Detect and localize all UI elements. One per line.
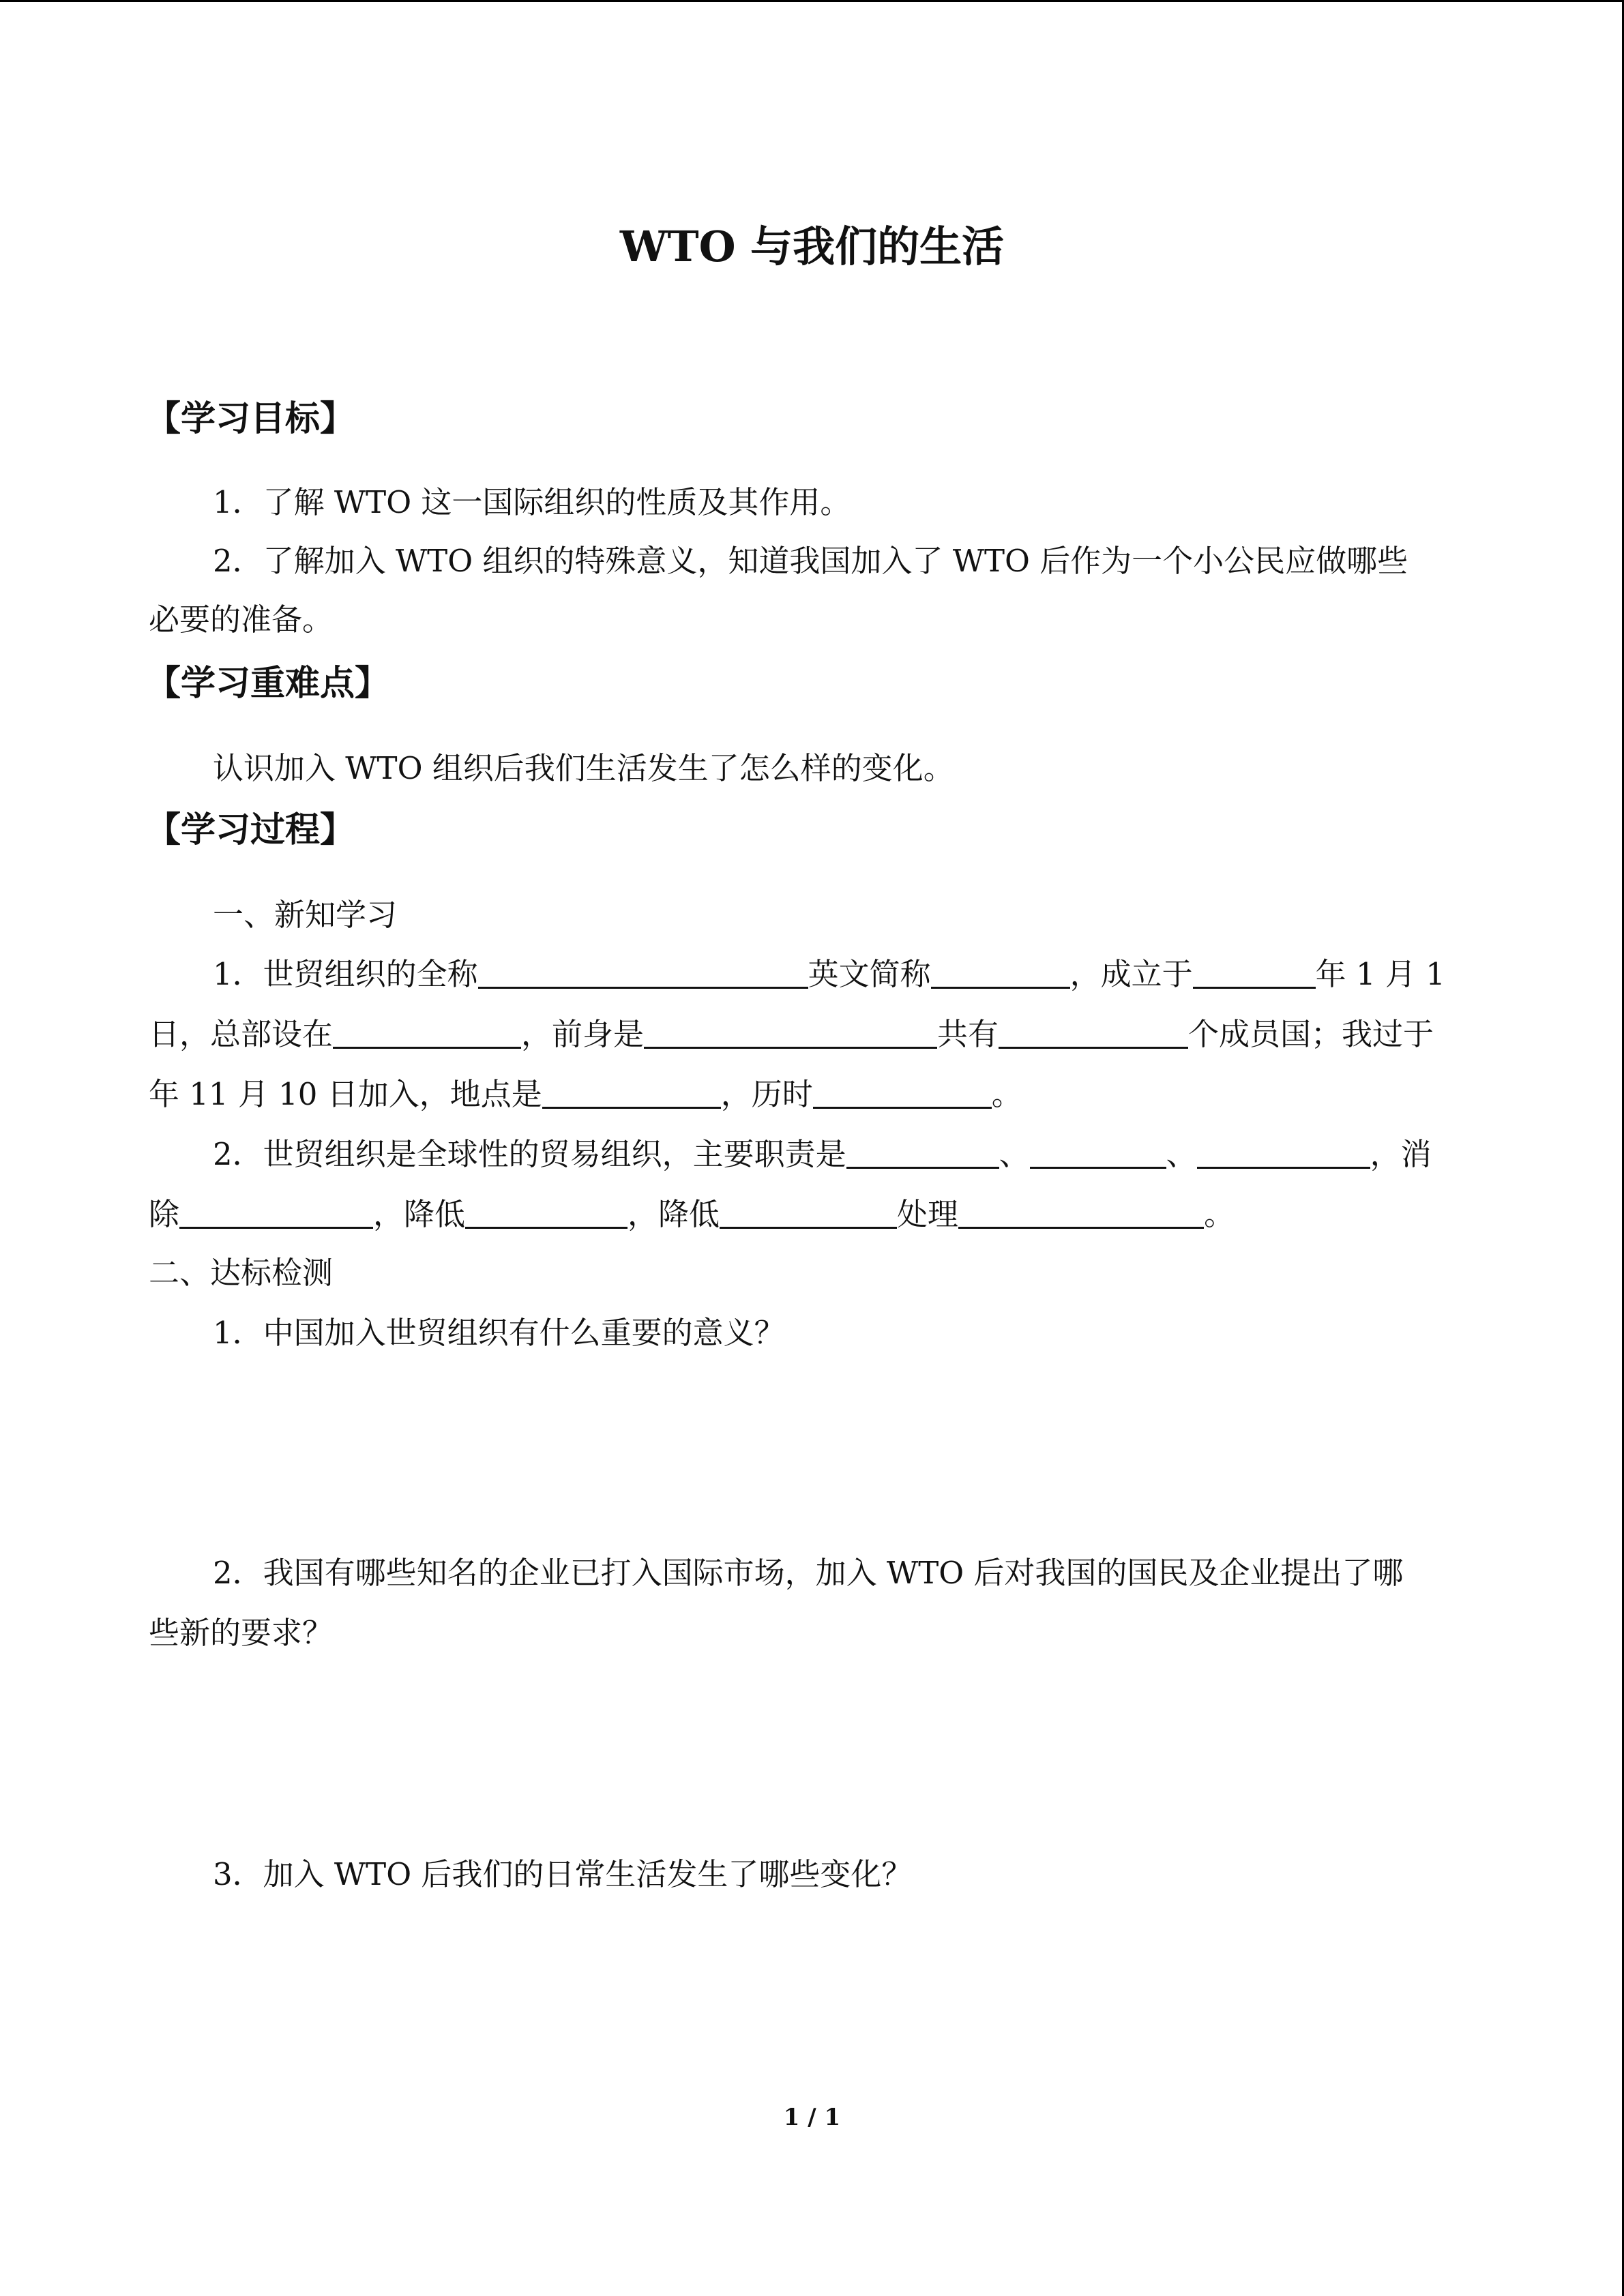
test-question-2-line-1: 2．我国有哪些知名的企业已打入国际市场，加入 WTO 后对我国的国民及企业提出了哪 bbox=[213, 1555, 1404, 1591]
q1-text-d: 年 1 月 1 bbox=[1315, 956, 1445, 992]
objective-item-1: 1．了解 WTO 这一国际组织的性质及其作用。 bbox=[213, 484, 851, 520]
objective-item-2-line-1: 2．了解加入 WTO 组织的特殊意义，知道我国加入了 WTO 后作为一个小公民应做哪些 bbox=[213, 543, 1408, 579]
q2-text-b: 、 bbox=[999, 1136, 1030, 1172]
blank-handle[interactable] bbox=[958, 1195, 1204, 1229]
test-question-3: 3．加入 WTO 后我们的日常生活发生了哪些变化？ bbox=[213, 1856, 913, 1892]
heading-key-points: 【学习重难点】 bbox=[146, 663, 390, 704]
q2-text-g: ，降低 bbox=[628, 1196, 720, 1232]
blank-join-location[interactable] bbox=[542, 1075, 721, 1109]
blank-duty-1[interactable] bbox=[846, 1135, 999, 1169]
key-points-text: 认识加入 WTO 组织后我们生活发生了怎么样的变化。 bbox=[213, 750, 954, 786]
blank-headquarters[interactable] bbox=[333, 1015, 521, 1049]
q2-text-a: 2．世贸组织是全球性的贸易组织，主要职责是 bbox=[213, 1136, 846, 1172]
q1-text-k: 。 bbox=[991, 1076, 1022, 1112]
fill-question-2-line-2 bbox=[149, 1189, 1235, 1234]
fill-question-1-line-3 bbox=[149, 1069, 1022, 1114]
blank-duty-3[interactable] bbox=[1197, 1135, 1370, 1169]
q2-text-h: 处理 bbox=[897, 1196, 959, 1232]
page-title: WTO 与我们的生活 bbox=[619, 222, 1005, 271]
heading-process: 【学习过程】 bbox=[146, 809, 355, 850]
heading-objectives: 【学习目标】 bbox=[146, 398, 355, 439]
q1-text-f: ，前身是 bbox=[521, 1016, 645, 1052]
q2-text-c: 、 bbox=[1166, 1136, 1197, 1172]
fill-question-1-line-2 bbox=[149, 1009, 1434, 1054]
q1-text-b: 英文简称 bbox=[808, 956, 931, 992]
blank-duty-2[interactable] bbox=[1030, 1135, 1166, 1169]
q1-text-g: 共有 bbox=[937, 1016, 999, 1052]
blank-eliminate[interactable] bbox=[179, 1195, 373, 1229]
fill-question-2-line-1 bbox=[213, 1129, 1432, 1174]
part2-title: 二、达标检测 bbox=[149, 1255, 334, 1291]
q2-text-i: 。 bbox=[1204, 1196, 1235, 1232]
blank-reduce-2[interactable] bbox=[720, 1195, 897, 1229]
page-number: 1 / 1 bbox=[783, 2104, 841, 2131]
blank-predecessor[interactable] bbox=[644, 1015, 937, 1049]
q1-text-a: 1．世贸组织的全称 bbox=[213, 956, 478, 992]
blank-reduce-1[interactable] bbox=[465, 1195, 628, 1229]
blank-member-count[interactable] bbox=[999, 1015, 1188, 1049]
test-question-2-line-2: 些新的要求？ bbox=[149, 1615, 334, 1651]
blank-founded-year[interactable] bbox=[1193, 955, 1316, 989]
q1-text-h: 个成员国；我过于 bbox=[1188, 1016, 1434, 1052]
blank-duration[interactable] bbox=[813, 1075, 992, 1109]
objective-item-2-line-2: 必要的准备。 bbox=[149, 601, 334, 638]
q1-text-e: 日，总部设在 bbox=[149, 1016, 334, 1052]
blank-abbreviation[interactable] bbox=[931, 955, 1070, 989]
q1-text-j: ，历时 bbox=[720, 1076, 813, 1112]
q1-text-c: ，成立于 bbox=[1069, 956, 1193, 992]
part1-title: 一、新知学习 bbox=[213, 897, 398, 933]
fill-question-1-line-1 bbox=[213, 949, 1445, 994]
q1-text-i: 年 11 月 10 日加入，地点是 bbox=[149, 1076, 542, 1112]
q2-text-f: ，降低 bbox=[373, 1196, 466, 1232]
test-question-1: 1．中国加入世贸组织有什么重要的意义？ bbox=[213, 1315, 785, 1351]
q2-text-d: ，消 bbox=[1370, 1136, 1432, 1172]
blank-full-name[interactable] bbox=[478, 955, 808, 989]
q2-text-e: 除 bbox=[149, 1196, 180, 1232]
